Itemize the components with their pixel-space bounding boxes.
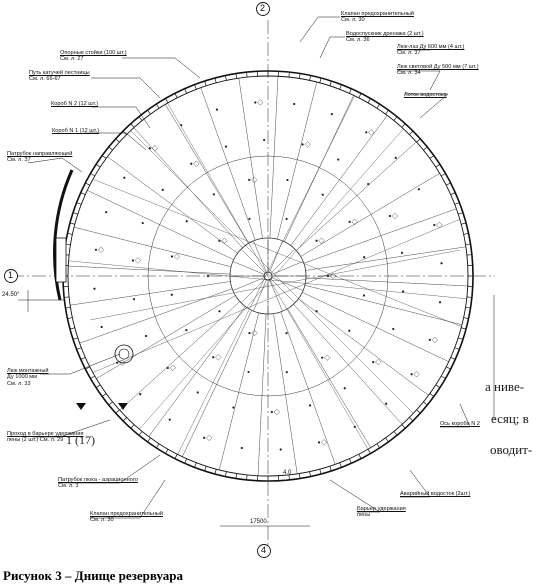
callout-line: См. л. 37 (7, 157, 31, 164)
rim-tick (417, 410, 421, 413)
support-leg-mark (372, 361, 374, 363)
support-leg-mark (301, 143, 303, 145)
support-leg-mark (145, 335, 147, 337)
support-leg-mark (440, 262, 442, 264)
rim-tick (409, 131, 413, 135)
callout-line: См. л. 66-67 (29, 76, 61, 83)
callout-korob2 (51, 101, 98, 107)
callout-line: Лоток водостока (404, 92, 447, 98)
rim-tick (461, 223, 466, 224)
rim-tick (109, 147, 113, 150)
callout-vodostok (400, 491, 470, 497)
axis-ref-left: 1 (17) (66, 433, 95, 447)
support-leg-mark (286, 179, 288, 181)
callout-line: Путь катучей лестницы (29, 70, 90, 76)
callout-line: Клапан предохранительный (341, 11, 414, 17)
support-leg-mark (429, 339, 431, 341)
rim-tick (436, 164, 440, 167)
support-pad (375, 359, 381, 365)
radial-seam (201, 88, 255, 241)
rim-tick (310, 472, 311, 477)
support-leg-mark (318, 441, 320, 443)
callout-line: См. л. 36 (346, 37, 370, 44)
rim-tick (81, 357, 86, 359)
support-leg-mark (123, 177, 125, 179)
radial-seam (305, 285, 462, 325)
callout-line: Короб N 2 (12 шт.) (51, 101, 99, 107)
callout-lyuk-600 (397, 44, 464, 57)
plate-chord (70, 170, 470, 330)
support-leg-mark (286, 371, 288, 373)
rim-tick (236, 74, 237, 79)
support-pad (98, 247, 104, 253)
callout-lotok (404, 92, 447, 98)
support-pad (222, 238, 228, 244)
rim-tick (225, 472, 226, 477)
support-leg-mark (212, 356, 214, 358)
axis-label-bottom: 4 (261, 545, 267, 555)
callout-clapan-top (341, 11, 414, 24)
callout-line: Опорные стойки (100 шт.) (60, 50, 127, 56)
callout-line: См. л. 30 (341, 17, 365, 24)
callout-line: Проход в барьере удержания (7, 431, 84, 437)
radial-seam (68, 266, 230, 274)
callout-klapan-bottom (90, 511, 163, 524)
support-leg-mark (190, 163, 192, 165)
rim-tick (359, 454, 361, 458)
callout-barier (357, 506, 406, 519)
support-leg-mark (185, 329, 187, 331)
radial-seam (70, 282, 230, 306)
rim-tick (349, 459, 351, 464)
radial-seam (96, 296, 235, 379)
support-leg-mark (203, 437, 205, 439)
callout-line: Люк монтажный (7, 368, 49, 374)
rim-tick (175, 93, 177, 97)
callout-line: См. л. 34 (397, 70, 421, 77)
callout-line: Аварийный водосток (2шт.) (400, 491, 471, 497)
manhole-large-inner (119, 349, 129, 359)
rim-tick (156, 104, 159, 108)
rim-tick (116, 139, 120, 142)
callout-line: пены (2 шт.) См. л. 29 (7, 437, 64, 444)
support-leg-mark (418, 188, 420, 190)
support-leg-mark (349, 221, 351, 223)
axis-label-left: 1 (8, 270, 14, 280)
support-pad (152, 145, 158, 151)
rim-tick (131, 124, 134, 128)
rim-tick (299, 474, 300, 479)
rim-tick (430, 156, 434, 159)
radial-seam (219, 313, 259, 470)
callout-patr-pena (58, 477, 138, 490)
rim-tick (423, 402, 427, 405)
center-seam (233, 261, 264, 274)
support-leg-mark (139, 393, 141, 395)
plate-chord (120, 120, 440, 440)
callout-line: Барьер удержания (357, 506, 406, 512)
radial-seam (277, 82, 317, 239)
callout-line: Люк световой Ду 500 мм (7 шт.) (397, 64, 479, 70)
support-leg-mark (315, 310, 317, 312)
support-leg-mark (309, 404, 311, 406)
callout-line: Ду 1000 мм (7, 374, 37, 381)
radial-seam (288, 309, 371, 448)
rim-tick (139, 431, 142, 435)
page-fragment-3: оводит- (490, 442, 533, 457)
support-leg-mark (132, 259, 134, 261)
rim-tick (368, 449, 371, 453)
radial-seam (80, 289, 233, 343)
rim-tick (175, 454, 177, 458)
rim-tick (77, 203, 82, 205)
figure-caption: Рисунок 3 – Днище резервуара (3, 568, 184, 583)
support-leg-mark (392, 328, 394, 330)
radial-seam (74, 227, 231, 267)
rim-tick (436, 385, 440, 388)
support-leg-mark (169, 419, 171, 421)
support-leg-mark (241, 447, 243, 449)
radial-seam (182, 310, 251, 456)
axis-label-top: 2 (260, 3, 266, 13)
rim-tick (102, 156, 106, 159)
callout-line: Ось короба N 2 (440, 421, 480, 427)
radial-seam (239, 78, 263, 238)
radial-seam (149, 307, 246, 437)
rim-tick (386, 438, 389, 442)
callout-line: пены (357, 512, 371, 519)
support-leg-mark (171, 294, 173, 296)
support-pad (274, 409, 280, 415)
manhole-large (115, 345, 133, 363)
section-arrow-1 (118, 403, 128, 410)
callout-line: См. л. 37 (397, 50, 421, 57)
rim-tick (359, 93, 361, 97)
radial-seam (270, 76, 278, 238)
rim-tick (185, 89, 187, 94)
callout-line: Патрубок люка - аэрационного (58, 477, 138, 483)
rim-tick (195, 85, 197, 90)
page-fragment-2: есяц; в (491, 411, 529, 426)
rim-tick (90, 174, 94, 177)
support-leg-mark (315, 240, 317, 242)
support-leg-mark (213, 193, 215, 195)
rim-tick (225, 75, 226, 80)
support-leg-mark (149, 147, 151, 149)
rim-tick (377, 444, 380, 448)
plate-chord (75, 215, 470, 380)
rim-tick (451, 357, 456, 359)
support-leg-mark (218, 310, 220, 312)
rim-tick (441, 174, 445, 177)
rim-tick (340, 85, 342, 90)
radial-seam (299, 299, 429, 396)
center-seam (271, 249, 295, 273)
support-leg-mark (197, 391, 199, 393)
rim-tick (67, 233, 72, 234)
rim-tick (466, 244, 471, 245)
support-pad (432, 337, 438, 343)
plate-chord (90, 250, 460, 320)
rim-tick (81, 193, 86, 195)
rim-tick (455, 203, 460, 205)
center-seam (271, 279, 295, 303)
dim-rib: 4.0 (283, 470, 292, 476)
support-leg-mark (293, 103, 295, 105)
support-leg-mark (348, 330, 350, 332)
support-leg-mark (218, 240, 220, 242)
callout-opory (60, 50, 127, 63)
rim-tick (148, 110, 151, 114)
support-leg-mark (331, 113, 333, 115)
callout-line: Водоспускник дренажа (2 шт.) (346, 31, 424, 37)
rim-tick (156, 444, 159, 448)
rim-tick (441, 376, 445, 379)
support-leg-mark (232, 406, 234, 408)
rim-tick (139, 117, 142, 121)
rim-tick (394, 117, 397, 121)
support-leg-mark (263, 139, 265, 141)
rim-tick (446, 367, 450, 369)
support-leg-mark (225, 146, 227, 148)
support-leg-mark (186, 220, 188, 222)
support-leg-mark (363, 294, 365, 296)
rim-tick (402, 124, 405, 128)
radial-seam (165, 104, 248, 243)
support-leg-mark (248, 218, 250, 220)
rim-tick (215, 78, 216, 83)
support-leg-mark (216, 109, 218, 111)
radial-seam (258, 314, 266, 476)
center-seam (272, 278, 303, 291)
rim-tick (70, 328, 75, 329)
rim-tick (102, 394, 106, 397)
support-leg-mark (247, 371, 249, 373)
radial-seam (107, 157, 237, 254)
rim-tick (73, 213, 78, 215)
rim-tick (423, 147, 427, 150)
rim-tick (458, 338, 463, 340)
support-pad (324, 355, 330, 361)
support-leg-mark (363, 256, 365, 258)
rim-tick (446, 183, 450, 185)
rim-tick (90, 376, 94, 379)
support-leg-mark (171, 255, 173, 257)
rim-tick (464, 318, 469, 319)
callout-put-lest (29, 70, 90, 83)
support-leg-mark (365, 131, 367, 133)
support-leg-mark (95, 249, 97, 251)
center-seam (270, 280, 283, 311)
support-pad (193, 161, 199, 167)
support-leg-mark (271, 411, 273, 413)
support-pad (206, 435, 212, 441)
plate-chord (130, 110, 420, 440)
rim-tick (377, 104, 380, 108)
callout-line: См. л. 3 (58, 483, 79, 490)
rim-tick (409, 417, 413, 421)
callout-line: Короб N 1 (12 шт.) (52, 128, 100, 134)
support-pad (215, 354, 221, 360)
rim-tick (215, 469, 216, 474)
callout-korob1 (52, 128, 99, 134)
rim-tick (131, 425, 134, 429)
rim-tick (394, 431, 397, 435)
rim-tick (417, 139, 421, 142)
dim-left-angle: 24.50° (2, 292, 20, 298)
support-pad (392, 213, 398, 219)
callout-os-koroba (440, 421, 480, 427)
rim-tick (66, 307, 71, 308)
support-leg-mark (285, 332, 287, 334)
callout-line: См. л. 33 (7, 380, 31, 387)
support-leg-mark (101, 326, 103, 328)
center-seam (253, 280, 266, 311)
support-leg-mark (322, 194, 324, 196)
support-pad (414, 371, 420, 377)
dim-bottom-span: 17500 (250, 519, 267, 525)
rim-tick (73, 338, 78, 340)
support-pad (252, 330, 258, 336)
rim-tick (166, 449, 169, 453)
rim-tick (116, 410, 120, 413)
support-leg-mark (389, 215, 391, 217)
rim-tick (451, 193, 456, 195)
rim-tick (340, 463, 342, 468)
rim-tick (96, 385, 100, 388)
support-pad (257, 100, 263, 106)
support-leg-mark (116, 362, 118, 364)
support-leg-mark (395, 157, 397, 159)
left-hatch-box (56, 238, 66, 282)
support-leg-mark (248, 179, 250, 181)
rim-tick (386, 110, 389, 114)
rim-tick (320, 469, 321, 474)
callout-lyuk-montazh (7, 368, 49, 387)
center-seam (253, 241, 266, 272)
rim-tick (195, 463, 197, 468)
center-seam (241, 249, 265, 273)
rim-tick (299, 74, 300, 79)
callout-line: Люк-лаз Ду 600 мм (4 шт.) (397, 44, 465, 50)
rim-tick (77, 348, 82, 350)
callout-line: См. л. 30 (90, 517, 114, 524)
rim-tick (123, 417, 127, 421)
support-leg-mark (402, 290, 404, 292)
section-arrow-2 (76, 403, 86, 410)
callout-patrubok-500 (397, 64, 479, 77)
rim-tick (310, 75, 311, 80)
support-leg-mark (439, 301, 441, 303)
rim-tick (109, 402, 113, 405)
support-leg-mark (280, 448, 282, 450)
rim-tick (430, 394, 434, 397)
support-pad (170, 365, 176, 371)
rim-tick (461, 328, 466, 329)
support-leg-mark (385, 403, 387, 405)
callout-prokhod (7, 431, 84, 444)
rim-tick (320, 78, 321, 83)
rim-tick (166, 98, 169, 102)
rim-tick (96, 164, 100, 167)
rim-tick (85, 183, 89, 185)
radial-seam (296, 142, 416, 251)
radial-seam (87, 190, 233, 259)
support-leg-mark (167, 367, 169, 369)
rim-tick (455, 348, 460, 350)
radial-seam (281, 312, 335, 465)
radial-seam (301, 173, 440, 256)
callout-patrubok-napr (7, 151, 72, 164)
callout-line: См. л. 27 (60, 56, 84, 63)
support-pad (352, 219, 358, 225)
support-pad (174, 254, 180, 260)
rim-tick (67, 318, 72, 319)
rim-tick (330, 81, 332, 86)
rim-tick (330, 466, 332, 471)
rim-tick (466, 307, 471, 308)
rim-tick (368, 98, 371, 102)
support-leg-mark (401, 252, 403, 254)
support-leg-mark (142, 222, 144, 224)
radial-seam (302, 292, 448, 361)
support-pad (305, 142, 311, 148)
rim-tick (70, 223, 75, 224)
rim-tick (148, 438, 151, 442)
support-leg-mark (248, 332, 250, 334)
support-leg-mark (162, 189, 164, 191)
rim-tick (402, 425, 405, 429)
support-leg-mark (133, 298, 135, 300)
support-leg-mark (285, 218, 287, 220)
rim-tick (205, 466, 207, 471)
callout-vodospusk (346, 31, 424, 44)
callout-line: Патрубок направляющей (7, 151, 73, 157)
support-leg-mark (354, 426, 356, 428)
callout-line: Клапан предохранительный (90, 511, 163, 517)
radial-seam (274, 314, 298, 474)
rim-tick (464, 233, 469, 234)
support-leg-mark (254, 101, 256, 103)
center-seam (272, 261, 303, 274)
support-leg-mark (93, 288, 95, 290)
support-leg-mark (411, 373, 413, 375)
support-leg-mark (337, 158, 339, 160)
rim-tick (185, 459, 187, 464)
page-fragment-1: а ниве- (485, 379, 525, 394)
rim-tick (458, 213, 463, 215)
support-leg-mark (180, 124, 182, 126)
support-leg-mark (105, 211, 107, 213)
support-leg-mark (367, 183, 369, 185)
radial-seam (120, 301, 240, 410)
radial-seam (306, 278, 468, 286)
rim-tick (205, 81, 207, 86)
support-leg-mark (344, 387, 346, 389)
support-pad (135, 258, 141, 264)
support-leg-mark (433, 224, 435, 226)
support-pad (321, 440, 327, 446)
rim-tick (236, 474, 237, 479)
support-leg-mark (321, 357, 323, 359)
radial-seam (291, 115, 388, 245)
rim-tick (349, 89, 351, 94)
